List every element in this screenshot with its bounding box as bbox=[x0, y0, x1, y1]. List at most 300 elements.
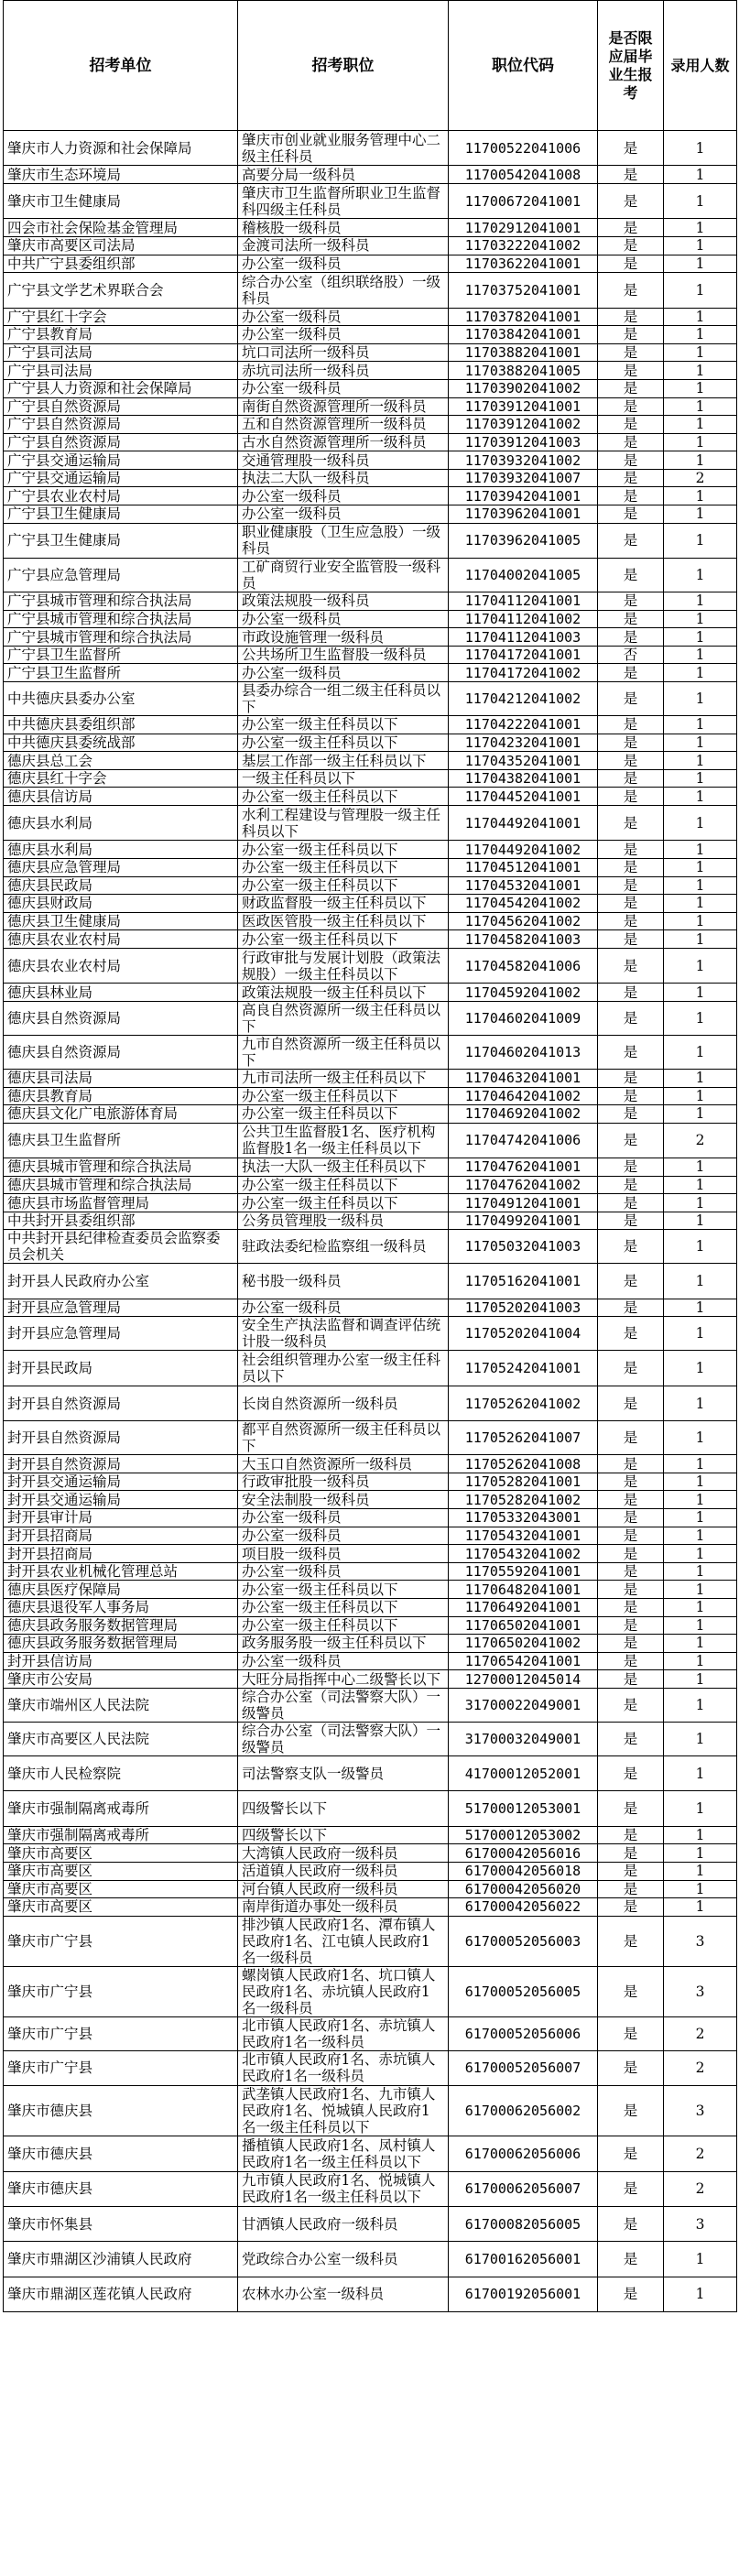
cell-code: 11705202041004 bbox=[449, 1317, 598, 1351]
cell-unit: 封开县农业机械化管理总站 bbox=[4, 1562, 238, 1581]
table-row bbox=[4, 2242, 737, 2277]
cell-hire-count: 1 bbox=[664, 451, 737, 470]
table-row bbox=[4, 2136, 737, 2171]
table-row bbox=[4, 1491, 737, 1509]
cell-hire-count: 1 bbox=[664, 416, 737, 434]
cell-code: 11703752041001 bbox=[449, 273, 598, 308]
cell-hire-count: 1 bbox=[664, 628, 737, 647]
cell-position: 办公室一级主任科员以下 bbox=[238, 1087, 449, 1105]
table-row bbox=[4, 1688, 737, 1722]
cell-position: 执法二大队一级科员 bbox=[238, 469, 449, 487]
cell-hire-count: 1 bbox=[664, 858, 737, 876]
cell-hire-count: 1 bbox=[664, 131, 737, 166]
header-row bbox=[4, 1, 737, 131]
cell-hire-count: 1 bbox=[664, 1509, 737, 1527]
cell-hire-count: 1 bbox=[664, 1386, 737, 1420]
cell-position: 赤坑司法所一级科员 bbox=[238, 362, 449, 380]
cell-hire-count: 1 bbox=[664, 379, 737, 397]
cell-position: 综合办公室（司法警察大队）一级警员 bbox=[238, 1722, 449, 1755]
table-row bbox=[4, 1455, 737, 1473]
cell-hire-count: 1 bbox=[664, 1581, 737, 1599]
table-row bbox=[4, 1545, 737, 1563]
cell-unit: 封开县应急管理局 bbox=[4, 1299, 238, 1317]
cell-hire-count: 1 bbox=[664, 1351, 737, 1386]
cell-graduate: 是 bbox=[598, 236, 664, 255]
header-hire-count: 录用人数 bbox=[664, 1, 737, 131]
table-row bbox=[4, 788, 737, 806]
cell-graduate: 是 bbox=[598, 1966, 664, 2016]
cell-hire-count: 1 bbox=[664, 523, 737, 558]
cell-unit: 封开县自然资源局 bbox=[4, 1421, 238, 1455]
cell-position: 办公室一级科员 bbox=[238, 1299, 449, 1317]
cell-hire-count: 1 bbox=[664, 397, 737, 416]
cell-unit: 广宁县自然资源局 bbox=[4, 416, 238, 434]
table-row bbox=[4, 523, 737, 558]
cell-code: 11703902041002 bbox=[449, 379, 598, 397]
cell-position: 安全法制股一级科员 bbox=[238, 1491, 449, 1509]
table-row bbox=[4, 487, 737, 505]
cell-unit: 肇庆市端州区人民法院 bbox=[4, 1688, 238, 1722]
cell-hire-count: 1 bbox=[664, 1652, 737, 1670]
cell-unit: 封开县自然资源局 bbox=[4, 1386, 238, 1420]
table-row bbox=[4, 343, 737, 362]
cell-graduate: 是 bbox=[598, 379, 664, 397]
cell-hire-count: 1 bbox=[664, 505, 737, 524]
cell-hire-count: 1 bbox=[664, 895, 737, 913]
cell-hire-count: 1 bbox=[664, 1616, 737, 1635]
cell-graduate: 是 bbox=[598, 1123, 664, 1158]
table-row bbox=[4, 273, 737, 308]
cell-unit: 肇庆市公安局 bbox=[4, 1670, 238, 1689]
cell-graduate: 是 bbox=[598, 984, 664, 1002]
cell-code: 31700022049001 bbox=[449, 1688, 598, 1722]
cell-hire-count: 1 bbox=[664, 326, 737, 344]
cell-hire-count: 1 bbox=[664, 948, 737, 983]
cell-unit: 广宁县城市管理和综合执法局 bbox=[4, 610, 238, 628]
cell-hire-count: 1 bbox=[664, 1194, 737, 1212]
cell-unit: 中共封开县纪律检查委员会监察委员会机关 bbox=[4, 1230, 238, 1264]
cell-hire-count: 1 bbox=[664, 362, 737, 380]
cell-hire-count: 1 bbox=[664, 1599, 737, 1617]
header-position: 招考职位 bbox=[238, 1, 449, 131]
cell-hire-count: 2 bbox=[664, 469, 737, 487]
cell-hire-count: 1 bbox=[664, 1826, 737, 1844]
table-row bbox=[4, 1087, 737, 1105]
cell-hire-count: 1 bbox=[664, 1158, 737, 1177]
cell-hire-count: 1 bbox=[664, 1562, 737, 1581]
cell-position: 市政设施管理一级科员 bbox=[238, 628, 449, 647]
cell-code: 61700042056020 bbox=[449, 1880, 598, 1898]
cell-position: 社会组织管理办公室一级主任科员以下 bbox=[238, 1351, 449, 1386]
cell-graduate: 是 bbox=[598, 1230, 664, 1264]
cell-position: 党政综合办公室一级科员 bbox=[238, 2242, 449, 2277]
cell-code: 11704002041005 bbox=[449, 559, 598, 592]
table-row bbox=[4, 451, 737, 470]
header-code: 职位代码 bbox=[449, 1, 598, 131]
cell-graduate: 是 bbox=[598, 559, 664, 592]
cell-graduate: 是 bbox=[598, 416, 664, 434]
cell-code: 11704532041001 bbox=[449, 876, 598, 895]
table-row bbox=[4, 2086, 737, 2136]
table-row bbox=[4, 2171, 737, 2206]
table-row bbox=[4, 1562, 737, 1581]
cell-code: 11703622041001 bbox=[449, 255, 598, 273]
cell-unit: 封开县招商局 bbox=[4, 1545, 238, 1563]
cell-graduate: 是 bbox=[598, 1299, 664, 1317]
cell-graduate: 是 bbox=[598, 1880, 664, 1898]
cell-unit: 德庆县文化广电旅游体育局 bbox=[4, 1105, 238, 1124]
cell-position: 办公室一级科员 bbox=[238, 326, 449, 344]
cell-code: 11702912041001 bbox=[449, 219, 598, 237]
cell-code: 61700052056006 bbox=[449, 2016, 598, 2050]
cell-code: 11704642041002 bbox=[449, 1087, 598, 1105]
recruitment-table bbox=[3, 0, 737, 2312]
cell-unit: 广宁县红十字会 bbox=[4, 308, 238, 326]
cell-graduate: 是 bbox=[598, 1652, 664, 1670]
cell-hire-count: 1 bbox=[664, 2277, 737, 2311]
cell-graduate: 是 bbox=[598, 1473, 664, 1491]
cell-code: 11704352041001 bbox=[449, 752, 598, 770]
cell-hire-count: 1 bbox=[664, 1035, 737, 1069]
cell-code: 61700042056018 bbox=[449, 1862, 598, 1880]
table-row bbox=[4, 236, 737, 255]
cell-position: 公共卫生监督股1名、医疗机构监督股1名一级主任科员以下 bbox=[238, 1123, 449, 1158]
cell-unit: 中共德庆县委办公室 bbox=[4, 682, 238, 716]
cell-hire-count: 3 bbox=[664, 2206, 737, 2241]
cell-code: 11704382041001 bbox=[449, 769, 598, 788]
cell-code: 11704492041001 bbox=[449, 806, 598, 841]
cell-graduate: 是 bbox=[598, 1844, 664, 1863]
cell-hire-count: 2 bbox=[664, 2171, 737, 2206]
cell-graduate: 是 bbox=[598, 948, 664, 983]
cell-graduate: 是 bbox=[598, 1599, 664, 1617]
cell-code: 11705432041002 bbox=[449, 1545, 598, 1563]
cell-code: 51700012053001 bbox=[449, 1791, 598, 1826]
cell-code: 11703932041002 bbox=[449, 451, 598, 470]
cell-graduate: 是 bbox=[598, 1264, 664, 1299]
cell-hire-count: 1 bbox=[664, 769, 737, 788]
cell-position: 行政审批与发展计划股（政策法规股）一级主任科员以下 bbox=[238, 948, 449, 983]
table-row bbox=[4, 610, 737, 628]
cell-hire-count: 2 bbox=[664, 2136, 737, 2171]
cell-graduate: 是 bbox=[598, 1176, 664, 1194]
cell-code: 11703782041001 bbox=[449, 308, 598, 326]
cell-code: 11704112041003 bbox=[449, 628, 598, 647]
cell-code: 11705282041001 bbox=[449, 1473, 598, 1491]
cell-graduate: 是 bbox=[598, 1688, 664, 1722]
header-graduate: 是否限应届毕业生报考 bbox=[598, 1, 664, 131]
cell-position: 交通管理股一级科员 bbox=[238, 451, 449, 470]
cell-position: 办公室一级主任科员以下 bbox=[238, 1176, 449, 1194]
table-row bbox=[4, 1509, 737, 1527]
cell-hire-count: 1 bbox=[664, 1069, 737, 1087]
cell-hire-count: 3 bbox=[664, 1916, 737, 1966]
cell-code: 11704222041001 bbox=[449, 716, 598, 734]
cell-code: 11706502041001 bbox=[449, 1616, 598, 1635]
table-row bbox=[4, 1158, 737, 1177]
cell-code: 11705262041007 bbox=[449, 1421, 598, 1455]
cell-unit: 德庆县市场监督管理局 bbox=[4, 1194, 238, 1212]
cell-position: 政策法规股一级主任科员以下 bbox=[238, 984, 449, 1002]
cell-graduate: 是 bbox=[598, 1616, 664, 1635]
cell-unit: 德庆县政务服务数据管理局 bbox=[4, 1616, 238, 1635]
cell-unit: 广宁县应急管理局 bbox=[4, 559, 238, 592]
cell-code: 11703942041001 bbox=[449, 487, 598, 505]
table-row bbox=[4, 1123, 737, 1158]
cell-unit: 中共广宁县委组织部 bbox=[4, 255, 238, 273]
cell-code: 11700522041006 bbox=[449, 131, 598, 166]
cell-unit: 德庆县退役军人事务局 bbox=[4, 1599, 238, 1617]
cell-position: 办公室一级科员 bbox=[238, 664, 449, 682]
cell-position: 办公室一级主任科员以下 bbox=[238, 930, 449, 949]
cell-position: 金渡司法所一级科员 bbox=[238, 236, 449, 255]
cell-graduate: 是 bbox=[598, 1455, 664, 1473]
cell-hire-count: 1 bbox=[664, 1670, 737, 1689]
cell-code: 11704602041013 bbox=[449, 1035, 598, 1069]
cell-hire-count: 1 bbox=[664, 1844, 737, 1863]
cell-position: 办公室一级科员 bbox=[238, 1527, 449, 1545]
cell-hire-count: 1 bbox=[664, 166, 737, 184]
cell-hire-count: 1 bbox=[664, 487, 737, 505]
cell-position: 政策法规股一级科员 bbox=[238, 592, 449, 611]
cell-unit: 肇庆市人民检察院 bbox=[4, 1755, 238, 1790]
cell-graduate: 是 bbox=[598, 1545, 664, 1563]
cell-graduate: 是 bbox=[598, 895, 664, 913]
cell-position: 办公室一级主任科员以下 bbox=[238, 734, 449, 752]
cell-hire-count: 1 bbox=[664, 1001, 737, 1035]
cell-unit: 广宁县司法局 bbox=[4, 343, 238, 362]
table-row bbox=[4, 1916, 737, 1966]
table-row bbox=[4, 2206, 737, 2241]
cell-code: 61700042056016 bbox=[449, 1844, 598, 1863]
cell-position: 长岗自然资源所一级科员 bbox=[238, 1386, 449, 1420]
cell-unit: 中共封开县委组织部 bbox=[4, 1212, 238, 1230]
table-row bbox=[4, 1826, 737, 1844]
table-row bbox=[4, 1230, 737, 1264]
table-row bbox=[4, 682, 737, 716]
cell-position: 驻政法委纪检监察组一级科员 bbox=[238, 1230, 449, 1264]
cell-unit: 广宁县自然资源局 bbox=[4, 397, 238, 416]
cell-code: 11704492041002 bbox=[449, 841, 598, 859]
cell-graduate: 是 bbox=[598, 433, 664, 451]
cell-unit: 肇庆市高要区人民法院 bbox=[4, 1722, 238, 1755]
cell-hire-count: 1 bbox=[664, 1880, 737, 1898]
cell-unit: 肇庆市德庆县 bbox=[4, 2086, 238, 2136]
table-row bbox=[4, 1194, 737, 1212]
table-row bbox=[4, 628, 737, 647]
cell-code: 11704762041001 bbox=[449, 1158, 598, 1177]
cell-unit: 肇庆市德庆县 bbox=[4, 2171, 238, 2206]
cell-hire-count: 1 bbox=[664, 912, 737, 930]
table-row bbox=[4, 734, 737, 752]
cell-position: 秘书股一级科员 bbox=[238, 1264, 449, 1299]
cell-position: 财政监督股一级主任科员以下 bbox=[238, 895, 449, 913]
cell-unit: 德庆县财政局 bbox=[4, 895, 238, 913]
cell-graduate: 是 bbox=[598, 397, 664, 416]
cell-position: 农林水办公室一级科员 bbox=[238, 2277, 449, 2311]
cell-unit: 肇庆市广宁县 bbox=[4, 2050, 238, 2085]
table-row bbox=[4, 131, 737, 166]
cell-position: 办公室一级主任科员以下 bbox=[238, 876, 449, 895]
cell-code: 11705202041003 bbox=[449, 1299, 598, 1317]
cell-unit: 肇庆市生态环境局 bbox=[4, 166, 238, 184]
cell-position: 稽核股一级科员 bbox=[238, 219, 449, 237]
cell-graduate: 是 bbox=[598, 1001, 664, 1035]
cell-graduate: 是 bbox=[598, 166, 664, 184]
cell-hire-count: 1 bbox=[664, 1230, 737, 1264]
cell-position: 办公室一级科员 bbox=[238, 1562, 449, 1581]
cell-graduate: 是 bbox=[598, 1351, 664, 1386]
cell-unit: 封开县民政局 bbox=[4, 1351, 238, 1386]
cell-position: 水利工程建设与管理股一级主任科员以下 bbox=[238, 806, 449, 841]
cell-position: 办公室一级主任科员以下 bbox=[238, 1194, 449, 1212]
table-row bbox=[4, 752, 737, 770]
cell-graduate: 是 bbox=[598, 1421, 664, 1455]
cell-graduate: 是 bbox=[598, 2136, 664, 2171]
table-row bbox=[4, 1670, 737, 1689]
cell-code: 61700062056002 bbox=[449, 2086, 598, 2136]
cell-graduate: 是 bbox=[598, 523, 664, 558]
cell-hire-count: 1 bbox=[664, 788, 737, 806]
table-row bbox=[4, 1317, 737, 1351]
cell-code: 11704542041002 bbox=[449, 895, 598, 913]
cell-graduate: 是 bbox=[598, 487, 664, 505]
cell-position: 办公室一级科员 bbox=[238, 610, 449, 628]
table-row bbox=[4, 1473, 737, 1491]
table-row bbox=[4, 397, 737, 416]
table-row bbox=[4, 1264, 737, 1299]
table-body bbox=[4, 131, 737, 2312]
cell-unit: 肇庆市强制隔离戒毒所 bbox=[4, 1826, 238, 1844]
cell-code: 11704172041001 bbox=[449, 646, 598, 664]
table-row bbox=[4, 362, 737, 380]
cell-unit: 广宁县卫生健康局 bbox=[4, 523, 238, 558]
cell-hire-count: 1 bbox=[664, 343, 737, 362]
cell-code: 11705332043001 bbox=[449, 1509, 598, 1527]
cell-code: 11705282041002 bbox=[449, 1491, 598, 1509]
cell-code: 11705032041003 bbox=[449, 1230, 598, 1264]
cell-hire-count: 1 bbox=[664, 273, 737, 308]
cell-position: 南岸街道办事处一级科员 bbox=[238, 1898, 449, 1917]
cell-hire-count: 1 bbox=[664, 734, 737, 752]
cell-unit: 肇庆市高要区司法局 bbox=[4, 236, 238, 255]
cell-position: 肇庆市卫生监督所职业卫生监督科四级主任科员 bbox=[238, 183, 449, 218]
cell-hire-count: 1 bbox=[664, 1264, 737, 1299]
cell-code: 41700012052001 bbox=[449, 1755, 598, 1790]
table-row bbox=[4, 379, 737, 397]
cell-unit: 肇庆市鼎湖区沙浦镇人民政府 bbox=[4, 2242, 238, 2277]
cell-graduate: 是 bbox=[598, 2016, 664, 2050]
cell-position: 武垄镇人民政府1名、九市镇人民政府1名、悦城镇人民政府1名一级主任科员以下 bbox=[238, 2086, 449, 2136]
table-row bbox=[4, 769, 737, 788]
cell-unit: 肇庆市鼎湖区莲花镇人民政府 bbox=[4, 2277, 238, 2311]
cell-code: 61700052056007 bbox=[449, 2050, 598, 2085]
cell-graduate: 是 bbox=[598, 806, 664, 841]
cell-code: 11706482041001 bbox=[449, 1581, 598, 1599]
table-row bbox=[4, 1299, 737, 1317]
cell-position: 五和自然资源管理所一级科员 bbox=[238, 416, 449, 434]
cell-hire-count: 1 bbox=[664, 1176, 737, 1194]
cell-hire-count: 1 bbox=[664, 984, 737, 1002]
cell-hire-count: 1 bbox=[664, 1299, 737, 1317]
cell-unit: 德庆县城市管理和综合执法局 bbox=[4, 1176, 238, 1194]
cell-hire-count: 1 bbox=[664, 1087, 737, 1105]
cell-position: 南街自然资源管理所一级科员 bbox=[238, 397, 449, 416]
cell-unit: 肇庆市高要区 bbox=[4, 1880, 238, 1898]
cell-graduate: 是 bbox=[598, 2171, 664, 2206]
cell-code: 61700192056001 bbox=[449, 2277, 598, 2311]
cell-position: 办公室一级科员 bbox=[238, 255, 449, 273]
table-row bbox=[4, 1898, 737, 1917]
cell-position: 高良自然资源所一级主任科员以下 bbox=[238, 1001, 449, 1035]
cell-hire-count: 1 bbox=[664, 1317, 737, 1351]
table-row bbox=[4, 1035, 737, 1069]
cell-position: 九市司法所一级主任科员以下 bbox=[238, 1069, 449, 1087]
cell-position: 活道镇人民政府一级科员 bbox=[238, 1862, 449, 1880]
table-row bbox=[4, 1966, 737, 2016]
cell-hire-count: 1 bbox=[664, 664, 737, 682]
table-row bbox=[4, 1176, 737, 1194]
cell-code: 11706542041001 bbox=[449, 1652, 598, 1670]
cell-graduate: 是 bbox=[598, 1212, 664, 1230]
cell-position: 螺岗镇人民政府1名、坑口镇人民政府1名、赤坑镇人民政府1名一级科员 bbox=[238, 1966, 449, 2016]
cell-unit: 德庆县水利局 bbox=[4, 841, 238, 859]
cell-position: 古水自然资源管理所一级科员 bbox=[238, 433, 449, 451]
table-row bbox=[4, 433, 737, 451]
cell-unit: 广宁县卫生健康局 bbox=[4, 505, 238, 524]
cell-position: 河台镇人民政府一级科员 bbox=[238, 1880, 449, 1898]
cell-unit: 封开县信访局 bbox=[4, 1652, 238, 1670]
table-row bbox=[4, 912, 737, 930]
cell-unit: 德庆县水利局 bbox=[4, 806, 238, 841]
cell-position: 项目股一级科员 bbox=[238, 1545, 449, 1563]
table-row bbox=[4, 1581, 737, 1599]
cell-unit: 肇庆市广宁县 bbox=[4, 1916, 238, 1966]
cell-unit: 德庆县司法局 bbox=[4, 1069, 238, 1087]
cell-graduate: 是 bbox=[598, 1916, 664, 1966]
table-row bbox=[4, 183, 737, 218]
table-row bbox=[4, 806, 737, 841]
cell-unit: 广宁县城市管理和综合执法局 bbox=[4, 628, 238, 647]
cell-position: 司法警察支队一级警员 bbox=[238, 1755, 449, 1790]
cell-unit: 广宁县交通运输局 bbox=[4, 469, 238, 487]
cell-code: 11704592041002 bbox=[449, 984, 598, 1002]
cell-graduate: 是 bbox=[598, 716, 664, 734]
cell-hire-count: 1 bbox=[664, 876, 737, 895]
cell-unit: 广宁县农业农村局 bbox=[4, 487, 238, 505]
table-row bbox=[4, 255, 737, 273]
header-unit: 招考单位 bbox=[4, 1, 238, 131]
table-row bbox=[4, 664, 737, 682]
cell-position: 北市镇人民政府1名、赤坑镇人民政府1名一级科员 bbox=[238, 2050, 449, 2085]
table-row bbox=[4, 716, 737, 734]
cell-graduate: 是 bbox=[598, 219, 664, 237]
cell-hire-count: 1 bbox=[664, 1898, 737, 1917]
cell-graduate: 是 bbox=[598, 308, 664, 326]
cell-graduate: 是 bbox=[598, 326, 664, 344]
cell-unit: 肇庆市强制隔离戒毒所 bbox=[4, 1791, 238, 1826]
cell-position: 执法一大队一级主任科员以下 bbox=[238, 1158, 449, 1177]
cell-unit: 德庆县卫生健康局 bbox=[4, 912, 238, 930]
cell-code: 11706492041001 bbox=[449, 1599, 598, 1617]
cell-hire-count: 1 bbox=[664, 2242, 737, 2277]
table-row bbox=[4, 505, 737, 524]
cell-unit: 德庆县卫生监督所 bbox=[4, 1123, 238, 1158]
cell-graduate: 是 bbox=[598, 2277, 664, 2311]
cell-code: 11704172041002 bbox=[449, 664, 598, 682]
cell-code: 12700012045014 bbox=[449, 1670, 598, 1689]
cell-position: 高要分局一级科员 bbox=[238, 166, 449, 184]
